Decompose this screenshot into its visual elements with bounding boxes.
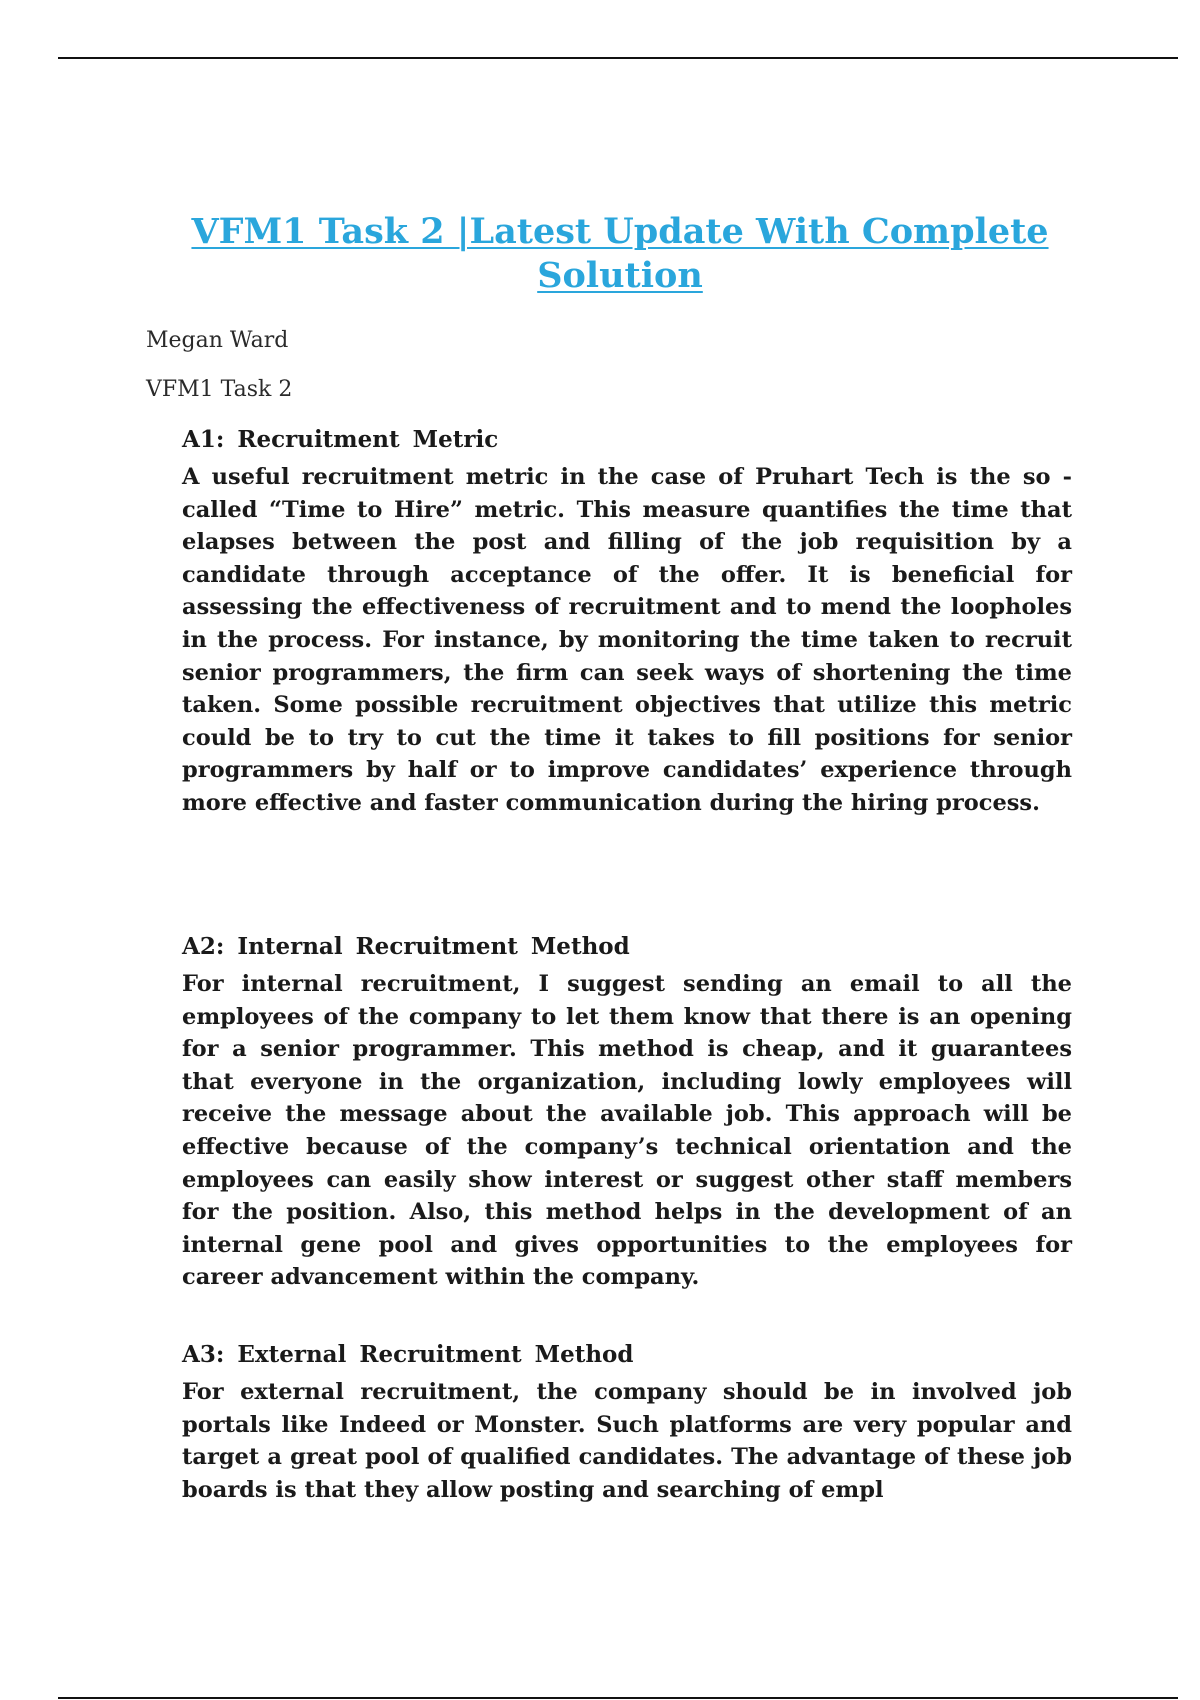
- author-name: Megan Ward: [146, 328, 289, 353]
- section-heading: A1: Recruitment Metric: [182, 426, 499, 453]
- document-subtitle: VFM1 Task 2: [146, 377, 293, 402]
- footer-rule: [58, 1697, 1178, 1699]
- section-heading: A3: External Recruitment Method: [182, 1341, 634, 1368]
- section-body: For internal recruitment, I suggest sending an email to all the employees of the company to let them know that there is an opening for a senior programmer. This method is cheap, and it guarantees that everyone in the organization, including lowly employees will receive the message about the available job. This approach will be effective because of the company’s technical orientation and the employees can easily show interest or suggest other staff members for the position. Also, this method helps in the development of an internal gene pool and gives opportunities to the employees for career advancement within the company.: [182, 971, 1072, 1291]
- section-body: For external recruitment, the company should be in involved job portals like Indeed or Monster. Such platforms are very popular and target a great pool of qualified candidates. The advantage of these job boards is that they allow posting and searching of empl: [182, 1379, 1072, 1503]
- section-body: A useful recruitment metric in the case of Pruhart Tech is the so - called “Time to Hire” metric. This measure quantifies the time that elapses between the post and filling of the job requisition by a candidate through acceptance of the offer. It is beneficial for assessing the effectiveness of recruitment and to mend the loopholes in the process. For instance, by monitoring the time taken to recruit senior programmers, the firm can seek ways of shortening the time taken. Some possible recruitment objectives that utilize this metric could be to try to cut the time it takes to fill positions for senior programmers by half or to improve candidates’ experience through more effective and faster communication during the hiring process.: [182, 464, 1072, 816]
- header-rule: [58, 57, 1178, 59]
- section-a1: [182, 425, 1072, 820]
- section-a3: [182, 1340, 1072, 1506]
- section-heading: A2: Internal Recruitment Method: [182, 933, 630, 960]
- section-a2: [182, 932, 1072, 1294]
- document-title: VFM1 Task 2 |Latest Update With Complete Solution: [191, 211, 1049, 296]
